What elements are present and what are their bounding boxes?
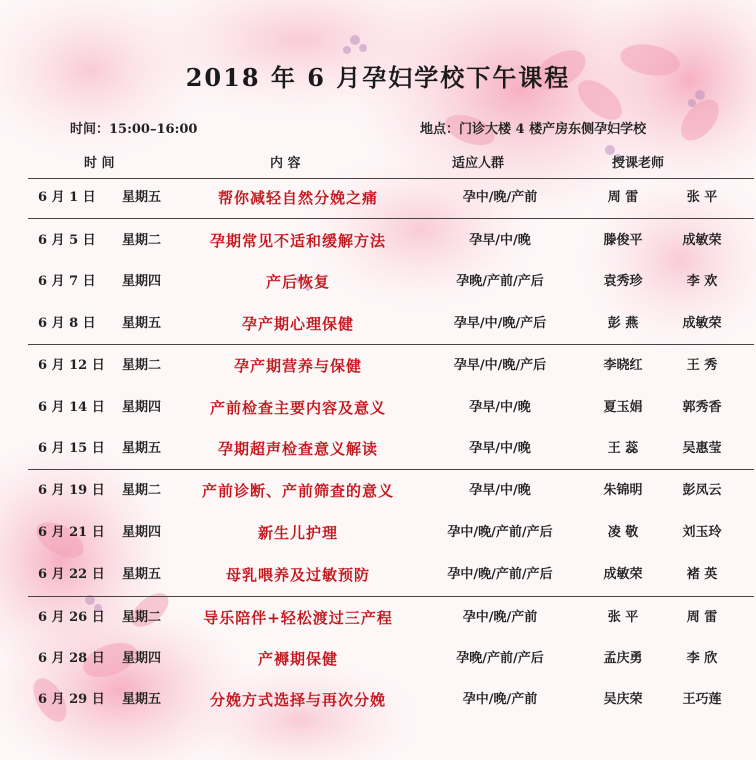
row-teacher-2: 王 秀 (686, 358, 718, 373)
row-teacher-2: 吴惠莹 (682, 441, 722, 456)
row-audience: 孕中/晚/产前 (462, 190, 538, 205)
row-teacher-1: 周 雷 (607, 190, 639, 205)
header-time: 时 间 (84, 156, 115, 171)
schedule-row (0, 430, 756, 468)
header-teachers: 授课老师 (612, 156, 665, 171)
row-weekday: 星期五 (122, 190, 162, 205)
schedule-row (0, 179, 756, 217)
row-weekday: 星期四 (122, 274, 162, 289)
row-teacher-2: 彭凤云 (682, 483, 722, 498)
row-date: 6 月 21 日 (38, 525, 105, 540)
row-teacher-1: 王 蕊 (607, 441, 639, 456)
row-topic: 帮你减轻自然分娩之痛 (217, 189, 378, 207)
row-teacher-2: 王巧莲 (682, 692, 722, 707)
row-audience: 孕中/晚/产前 (462, 692, 538, 707)
schedule-row (0, 389, 756, 427)
page-title: 2018 年 6 月孕妇学校下午课程 (185, 63, 571, 92)
schedule-row (0, 263, 756, 301)
schedule-row (0, 681, 756, 719)
schedule-row (0, 222, 756, 260)
row-topic: 孕期超声检查意义解读 (217, 440, 378, 458)
row-topic: 分娩方式选择与再次分娩 (209, 691, 386, 709)
row-weekday: 星期二 (122, 358, 162, 373)
row-topic: 产前检查主要内容及意义 (209, 399, 386, 417)
row-teacher-2: 刘玉玲 (682, 525, 722, 540)
row-teacher-1: 彭 燕 (607, 316, 639, 331)
row-audience: 孕早/中/晚 (469, 441, 531, 456)
schedule-row (0, 599, 756, 637)
row-topic: 新生儿护理 (257, 524, 338, 542)
header-audience: 适应人群 (452, 156, 505, 171)
row-teacher-1: 滕俊平 (603, 233, 643, 248)
row-audience: 孕晚/产前/产后 (456, 651, 544, 666)
row-teacher-1: 孟庆勇 (603, 651, 643, 666)
row-date: 6 月 14 日 (38, 400, 105, 415)
header-content: 内 容 (270, 156, 301, 171)
schedule-row (0, 472, 756, 510)
row-teacher-1: 张 平 (607, 610, 639, 625)
row-weekday: 星期五 (122, 441, 162, 456)
divider (28, 344, 754, 345)
row-weekday: 星期五 (122, 567, 162, 582)
row-teacher-1: 夏玉娟 (603, 400, 643, 415)
row-topic: 孕产期营养与保健 (233, 357, 362, 375)
row-audience: 孕早/中/晚 (469, 483, 531, 498)
row-topic: 孕期常见不适和缓解方法 (209, 232, 386, 250)
row-weekday: 星期四 (122, 400, 162, 415)
row-weekday: 星期二 (122, 610, 162, 625)
row-teacher-2: 周 雷 (686, 610, 718, 625)
row-teacher-1: 袁秀珍 (603, 274, 643, 289)
row-date: 6 月 26 日 (38, 610, 105, 625)
row-teacher-2: 成敏荣 (682, 316, 722, 331)
row-date: 6 月 28 日 (38, 651, 105, 666)
class-location: 地点：门诊大楼 4 楼产房东侧孕妇学校 (420, 122, 647, 137)
row-date: 6 月 5 日 (38, 233, 96, 248)
row-teacher-1: 凌 敬 (607, 525, 639, 540)
row-topic: 孕产期心理保健 (241, 315, 354, 333)
row-topic: 产前诊断、产前筛查的意义 (201, 482, 394, 500)
row-teacher-1: 朱锦明 (603, 483, 643, 498)
row-teacher-2: 张 平 (686, 190, 718, 205)
row-date: 6 月 22 日 (38, 567, 105, 582)
row-audience: 孕早/中/晚/产后 (453, 316, 547, 331)
row-date: 6 月 29 日 (38, 692, 105, 707)
row-audience: 孕晚/产前/产后 (456, 274, 544, 289)
divider (28, 218, 754, 219)
row-weekday: 星期四 (122, 525, 162, 540)
row-teacher-1: 吴庆荣 (603, 692, 643, 707)
row-teacher-1: 成敏荣 (603, 567, 643, 582)
row-topic: 产褥期保健 (257, 650, 338, 668)
row-audience: 孕中/晚/产前/产后 (447, 567, 553, 582)
row-audience: 孕中/晚/产前/产后 (447, 525, 553, 540)
row-teacher-1: 李晓红 (603, 358, 643, 373)
row-weekday: 星期二 (122, 233, 162, 248)
row-teacher-2: 李 欢 (686, 274, 718, 289)
row-audience: 孕早/中/晚 (469, 400, 531, 415)
class-time: 时间：15:00–16:00 (70, 122, 198, 137)
divider (28, 469, 754, 470)
schedule-row (0, 640, 756, 678)
row-weekday: 星期二 (122, 483, 162, 498)
schedule-row (0, 556, 756, 594)
row-audience: 孕早/中/晚 (469, 233, 531, 248)
row-topic: 导乐陪伴+轻松渡过三产程 (203, 609, 393, 627)
row-audience: 孕中/晚/产前 (462, 610, 538, 625)
row-teacher-2: 成敏荣 (682, 233, 722, 248)
row-weekday: 星期五 (122, 692, 162, 707)
row-audience: 孕早/中/晚/产后 (453, 358, 547, 373)
divider (28, 596, 754, 597)
row-teacher-2: 李 欣 (686, 651, 718, 666)
row-weekday: 星期五 (122, 316, 162, 331)
row-date: 6 月 7 日 (38, 274, 96, 289)
row-date: 6 月 1 日 (38, 190, 96, 205)
row-teacher-2: 郭秀香 (682, 400, 722, 415)
row-weekday: 星期四 (122, 651, 162, 666)
schedule-row (0, 305, 756, 343)
row-teacher-2: 褚 英 (686, 567, 718, 582)
row-topic: 产后恢复 (265, 273, 330, 291)
schedule-row (0, 347, 756, 385)
row-topic: 母乳喂养及过敏预防 (225, 566, 370, 584)
schedule-row (0, 514, 756, 552)
row-date: 6 月 8 日 (38, 316, 96, 331)
row-date: 6 月 12 日 (38, 358, 105, 373)
row-date: 6 月 19 日 (38, 483, 105, 498)
row-date: 6 月 15 日 (38, 441, 105, 456)
